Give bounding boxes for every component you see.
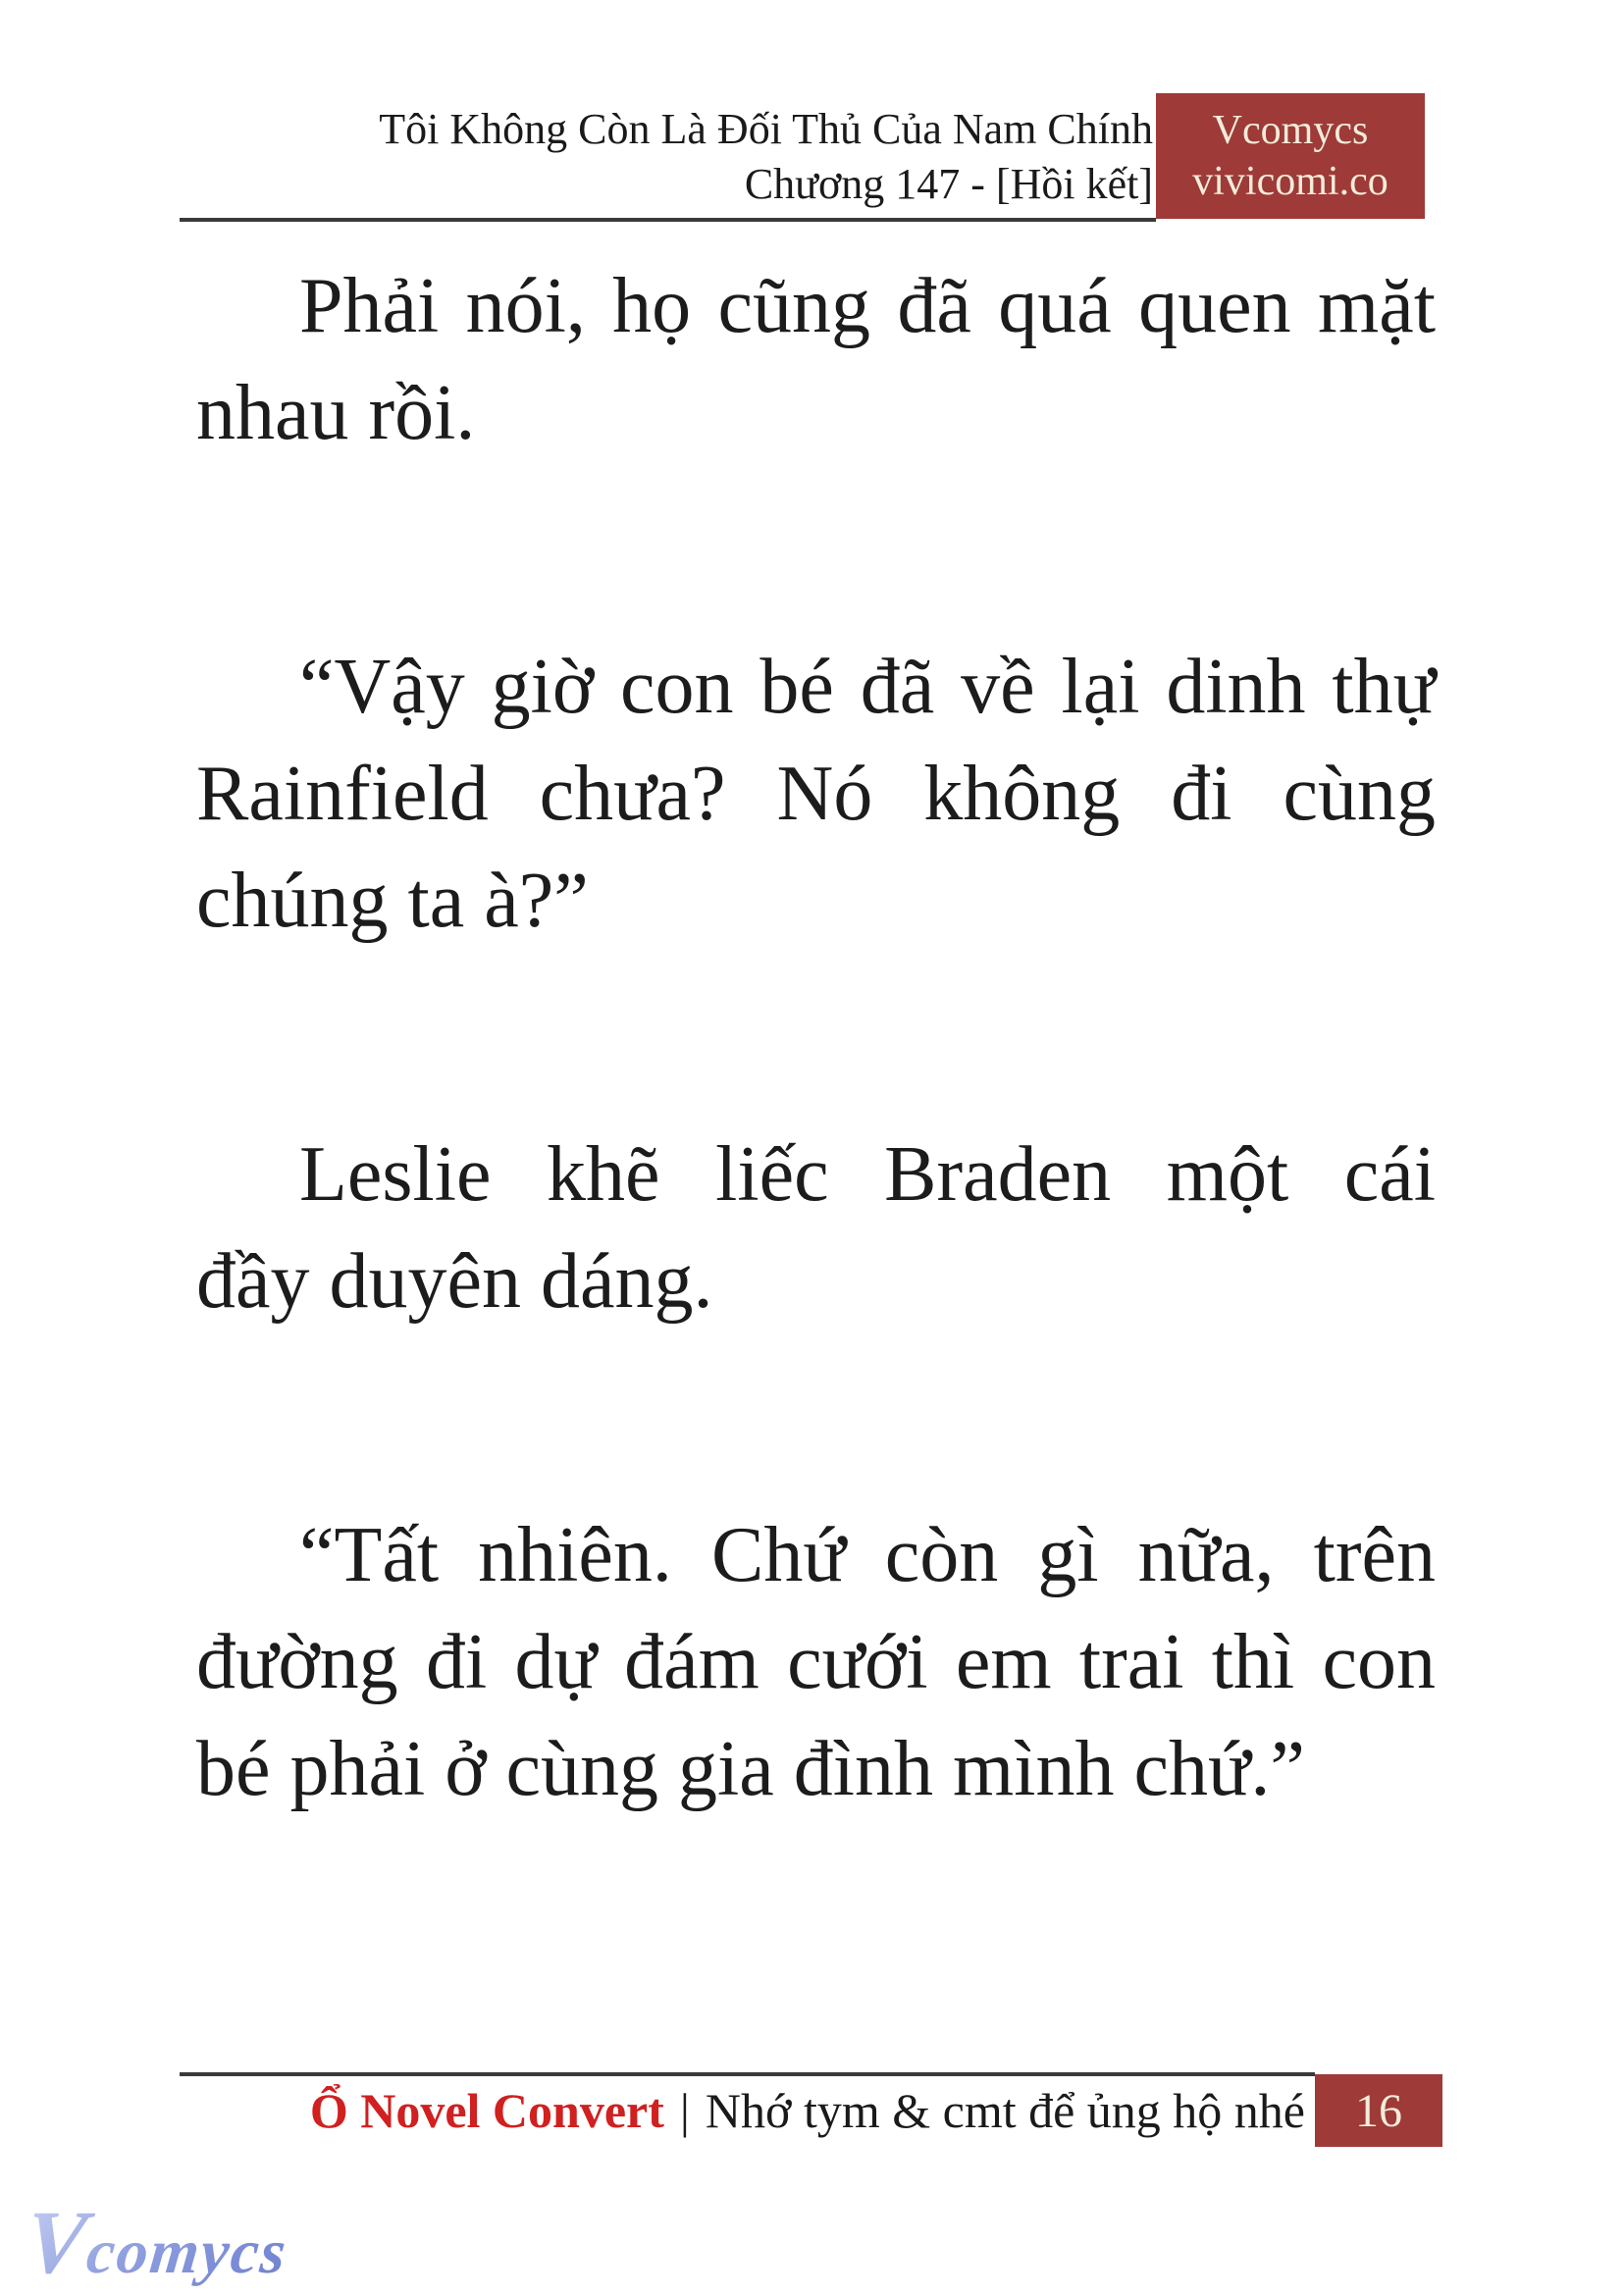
- text-line: chúng ta à?”: [196, 858, 589, 944]
- text-line: Phải nói, họ cũng đã quá quen mặt: [299, 263, 1436, 349]
- footer-separator: |: [679, 2083, 690, 2138]
- translator-badge: [1156, 93, 1425, 219]
- page-number-badge: [1315, 2074, 1442, 2147]
- text-line: nhau rồi.: [196, 370, 476, 456]
- page-footer: [310, 2074, 1305, 2147]
- paragraph: [196, 1122, 1436, 1335]
- page-header: [172, 102, 1153, 212]
- footer-note: Nhớ tym & cmt để ủng hộ nhé: [705, 2083, 1305, 2138]
- vcomycs-watermark-logo: Vcomycs: [21, 2198, 293, 2296]
- header-divider: [180, 218, 1156, 222]
- translator-badge-name: Vcomycs: [1212, 108, 1369, 153]
- text-line: đầy duyên dáng.: [196, 1238, 713, 1325]
- page-number: 16: [1355, 2084, 1402, 2137]
- text-line: đường đi dự đám cưới em trai thì con: [196, 1619, 1436, 1705]
- paragraph: [196, 253, 1436, 467]
- text-line: “Vậy giờ con bé đã về lại dinh thự: [299, 644, 1436, 730]
- translator-badge-site: vivicomi.co: [1192, 159, 1388, 204]
- footer-brand: Ổ Novel Convert: [309, 2083, 664, 2138]
- chapter-body: [196, 253, 1436, 1990]
- paragraph: [196, 634, 1436, 955]
- text-line: “Tất nhiên. Chứ còn gì nữa, trên: [299, 1512, 1436, 1598]
- novel-title: Tôi Không Còn Là Đối Thủ Của Nam Chính: [379, 105, 1153, 153]
- paragraph: [196, 1502, 1436, 1823]
- text-line: bé phải ở cùng gia đình mình chứ.”: [196, 1726, 1305, 1812]
- text-line: Leslie khẽ liếc Braden một cái: [299, 1131, 1436, 1218]
- chapter-title: Chương 147 - [Hồi kết]: [744, 160, 1153, 208]
- text-line: Rainfield chưa? Nó không đi cùng: [196, 751, 1436, 837]
